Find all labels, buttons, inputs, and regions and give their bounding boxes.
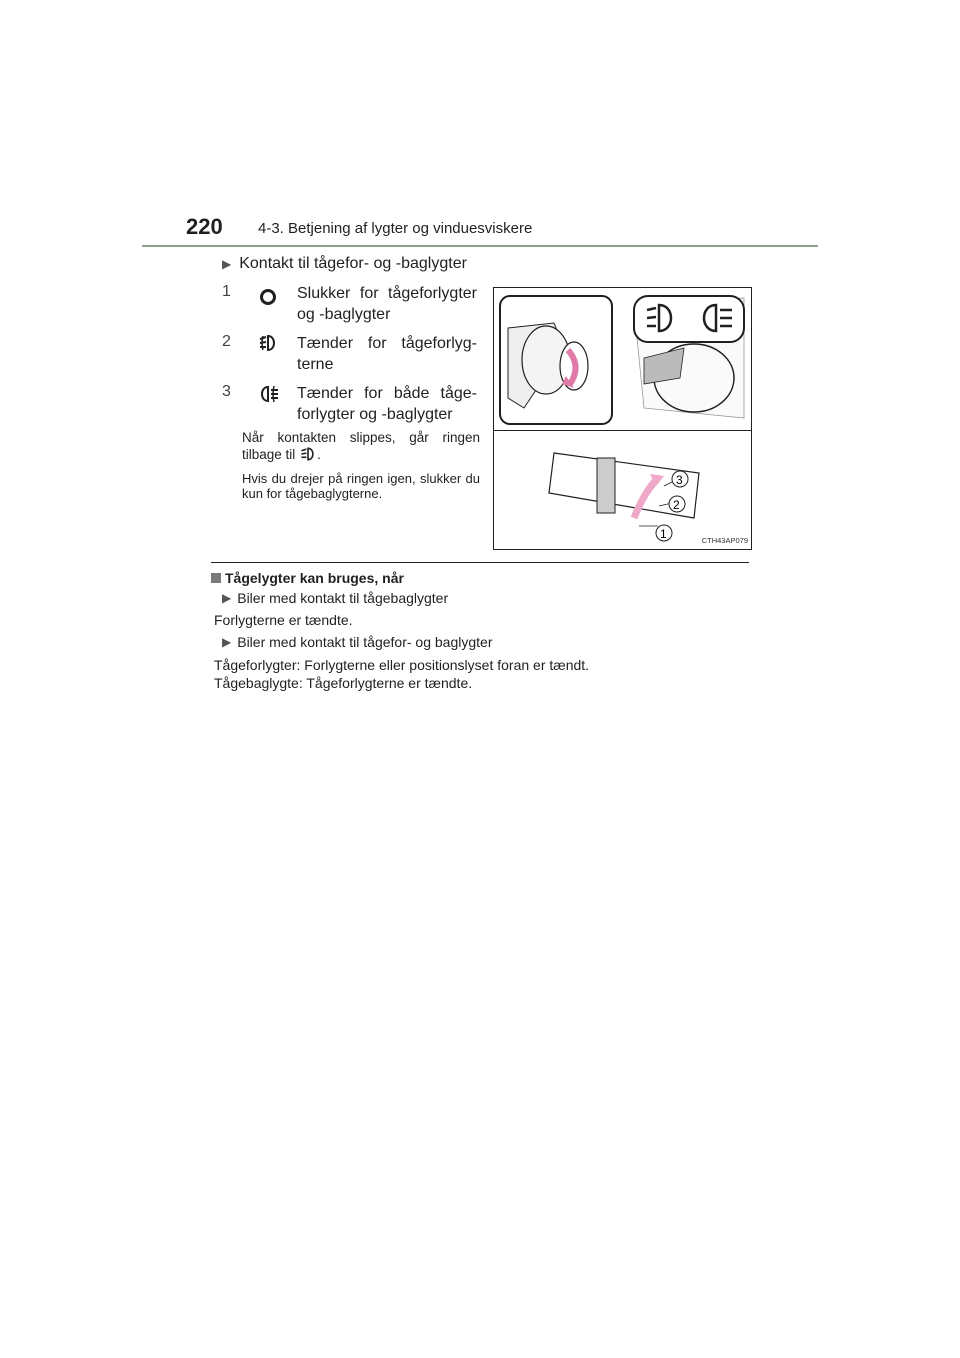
callout-3: 3 (676, 473, 683, 487)
header-rule (142, 245, 818, 247)
triangle-bullet-icon: ▶ (222, 591, 232, 605)
front-fog-icon (257, 332, 279, 354)
off-circle-icon (257, 286, 279, 308)
illustration-divider (494, 430, 751, 431)
note-release-end: . (317, 447, 321, 462)
callout-1: 1 (660, 527, 667, 541)
square-bullet-icon (211, 573, 221, 583)
triangle-bullet-icon: ▶ (222, 257, 232, 271)
item-heading-text: Kontakt til tågefor- og -baglygter (239, 255, 467, 272)
step-number-2: 2 (222, 333, 231, 350)
condition-front-rear-fog (222, 634, 492, 650)
condition-rear-fog-text: Biler med kontakt til tågebaglygter (237, 590, 449, 606)
conditions-heading (211, 570, 404, 586)
rear-fog-icon (257, 383, 279, 405)
illustration (493, 287, 752, 550)
note-release (242, 430, 480, 463)
condition-front-rear-fog-text: Biler med kontakt til tågefor- og baglygter (237, 634, 493, 650)
section-title: 4-3. Betjening af lygter og vinduesviskere (258, 220, 533, 237)
step-number-3: 3 (222, 383, 231, 400)
step-text-3: Tænder for både tåge-forlygter og -baglygter (297, 385, 477, 423)
front-fog-icon (299, 445, 317, 463)
step-text-2: Tænder for tågeforlyg-terne (297, 335, 477, 373)
step-text-1: Slukker for tågeforlygter og -baglygter (297, 285, 477, 323)
item-heading (222, 255, 467, 273)
condition-front-fog-body: Tågeforlygter: Forlygterne eller positionslyset foran er tændt. (214, 657, 590, 673)
condition-rear-fog-body: Forlygterne er tændte. (214, 612, 353, 628)
page-number: 220 (186, 214, 223, 239)
section-rule (211, 562, 749, 563)
condition-rear-fog (222, 590, 448, 606)
conditions-heading-text: Tågelygter kan bruges, når (225, 570, 404, 586)
step-number-1: 1 (222, 283, 231, 300)
triangle-bullet-icon: ▶ (222, 635, 232, 649)
note-turn-again: Hvis du drejer på ringen igen, slukker du kun for tågebaglygterne. (242, 471, 480, 501)
fog-switch-illustration (494, 288, 751, 549)
condition-rear-fog-light-body: Tågebaglygte: Tågeforlygterne er tændte. (214, 675, 473, 691)
illustration-code: CTH43AP079 (701, 536, 748, 545)
callout-2: 2 (673, 498, 680, 512)
note-release-text: Når kontakten slippes, går ringen tilbage til (242, 430, 480, 462)
